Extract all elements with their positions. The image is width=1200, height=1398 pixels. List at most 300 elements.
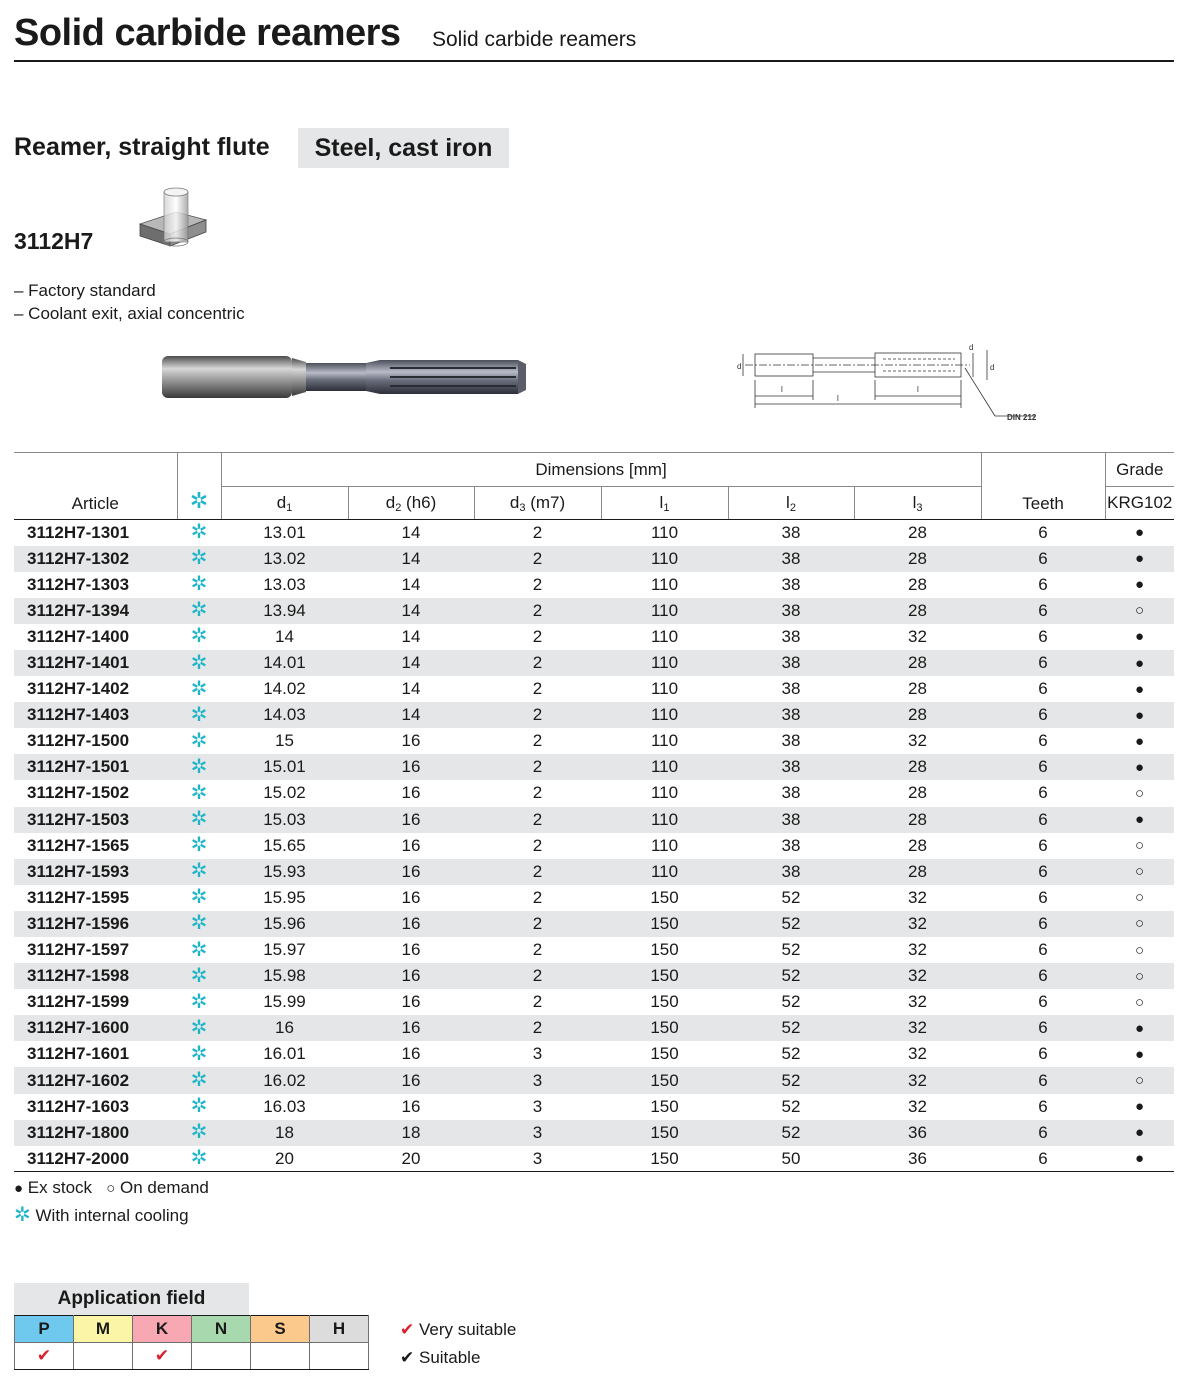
l3-cell: 32	[854, 911, 981, 937]
d2-cell: 14	[401, 574, 421, 594]
table-row	[14, 1094, 1174, 1120]
coolant-icon: ✲	[190, 1121, 208, 1144]
l3-cell: 32	[908, 940, 927, 960]
l3-cell: 32	[908, 1044, 927, 1064]
l2-cell: 52	[728, 1067, 854, 1093]
feature-item: – Factory standard	[14, 281, 156, 300]
d3-cell: 2	[532, 574, 543, 594]
d3-cell: 2	[532, 835, 543, 855]
page-header	[14, 10, 1174, 62]
d1-cell: 16.02	[221, 1067, 348, 1093]
stock-status-cell: ●	[1135, 576, 1145, 594]
suitability-p	[15, 1343, 74, 1370]
cooling-cell	[177, 754, 221, 780]
l2-cell: 50	[728, 1146, 854, 1172]
legend-cooling-line	[14, 1202, 209, 1229]
cooling-cell	[177, 807, 221, 833]
material-group-k: K	[133, 1316, 192, 1343]
legend-stock-line	[14, 1174, 209, 1202]
stock-status-cell: ●	[1135, 628, 1145, 646]
d3-cell: 2	[474, 807, 601, 833]
article-cell: 3112H7-1595	[27, 887, 130, 907]
stock-status-cell: ○	[1105, 963, 1174, 989]
article-cell: 3112H7-1600	[14, 1015, 177, 1041]
stock-status-cell: ○	[1135, 784, 1145, 802]
suitability-n	[192, 1343, 251, 1370]
table-row	[14, 754, 1174, 780]
d3-cell: 2	[474, 911, 601, 937]
d2-cell: 16	[401, 887, 421, 907]
l3-cell: 28	[854, 650, 981, 676]
article-cell: 3112H7-1401	[14, 650, 177, 676]
d2-cell: 16	[401, 731, 421, 751]
section-title: Reamer, straight flute	[14, 133, 270, 161]
suitable-check-icon: ✔	[400, 1348, 415, 1367]
coolant-icon: ✲	[190, 1016, 208, 1039]
table-row	[14, 989, 1174, 1015]
article-cell: 3112H7-1502	[27, 783, 130, 803]
coolant-icon: ✲	[190, 1147, 208, 1170]
material-group-p: P	[15, 1316, 74, 1343]
stock-status-cell: ●	[1135, 732, 1145, 750]
d1-cell: 16.03	[263, 1096, 306, 1116]
ex-stock-label: Ex stock	[27, 1178, 93, 1197]
coolant-icon: ✲	[190, 860, 208, 883]
teeth-cell: 6	[1038, 679, 1048, 699]
l2-cell: 52	[781, 992, 801, 1012]
d3-cell: 2	[474, 702, 601, 728]
d2-cell: 16	[348, 807, 474, 833]
coolant-icon: ✲	[190, 1042, 208, 1065]
column-header-d1: $d_1$	[221, 487, 348, 520]
coolant-icon: ✲	[190, 834, 208, 857]
stock-status-cell: ●	[1135, 524, 1145, 542]
application-field-grid	[14, 1315, 369, 1370]
l1-cell: 150	[601, 1015, 728, 1041]
l1-cell: 110	[601, 754, 728, 780]
d2-cell: 16	[348, 1015, 474, 1041]
article-cell: 3112H7-1800	[14, 1120, 177, 1146]
d3-cell: 2	[474, 598, 601, 624]
coolant-icon: ✲	[190, 729, 208, 752]
d1-cell: 15.97	[263, 940, 306, 960]
d1-cell: 18	[221, 1120, 348, 1146]
l3-cell: 36	[854, 1120, 981, 1146]
article-cell: 3112H7-1302	[14, 546, 177, 572]
stock-status-cell: ○	[1105, 859, 1174, 885]
stock-status-cell: ●	[1105, 1015, 1174, 1041]
l3-cell: 32	[854, 1067, 981, 1093]
l1-cell: 110	[650, 731, 679, 751]
reamer-photo	[158, 350, 530, 404]
table-row	[14, 676, 1174, 702]
l1-cell: 110	[601, 598, 728, 624]
table-row	[14, 1146, 1174, 1172]
cooling-cell	[177, 780, 221, 806]
l1-cell: 110	[601, 546, 728, 572]
application-field-title: Application field	[14, 1283, 249, 1315]
article-cell: 3112H7-1601	[27, 1044, 130, 1064]
l1-cell: 150	[650, 1096, 679, 1116]
d3-cell: 2	[474, 1015, 601, 1041]
l1-cell: 110	[601, 650, 728, 676]
stock-status-cell: ●	[1135, 1045, 1145, 1063]
l1-cell: 150	[601, 911, 728, 937]
d2-cell: 18	[348, 1120, 474, 1146]
l3-cell: 32	[908, 1096, 927, 1116]
teeth-cell: 6	[981, 963, 1105, 989]
d3-cell: 2	[532, 783, 543, 803]
coolant-icon: ✲	[190, 599, 208, 622]
cooling-label: With internal cooling	[35, 1206, 189, 1225]
product-code: 3112H7	[14, 228, 94, 254]
l1-cell: 150	[601, 1067, 728, 1093]
table-row	[14, 963, 1174, 989]
teeth-cell: 6	[981, 1067, 1105, 1093]
cooling-cell	[177, 650, 221, 676]
l3-cell: 32	[854, 963, 981, 989]
d3-cell: 3	[474, 1146, 601, 1172]
cooling-cell	[177, 1094, 221, 1120]
article-cell: 3112H7-1402	[27, 679, 130, 699]
coolant-icon: ✲	[190, 755, 208, 778]
on-demand-label: On demand	[120, 1178, 209, 1197]
stock-status-cell: ○	[1105, 1067, 1174, 1093]
teeth-cell: 6	[1038, 940, 1048, 960]
d1-cell: 13.94	[221, 598, 348, 624]
l2-cell: 38	[728, 598, 854, 624]
l3-cell: 32	[908, 887, 927, 907]
d2-cell: 16	[348, 1067, 474, 1093]
table-row	[14, 833, 1174, 859]
d3-cell: 3	[474, 1067, 601, 1093]
legend-very-suitable	[400, 1316, 516, 1344]
stock-status-cell: ●	[1105, 807, 1174, 833]
cooling-cell	[177, 1015, 221, 1041]
teeth-cell: 6	[1038, 783, 1048, 803]
d2-cell: 14	[401, 626, 421, 646]
column-header-cooling	[177, 453, 221, 520]
d1-cell: 15.03	[221, 807, 348, 833]
article-cell: 3112H7-1603	[27, 1096, 130, 1116]
cooling-cell	[177, 546, 221, 572]
d2-cell: 16	[348, 963, 474, 989]
d1-cell: 13.01	[263, 522, 306, 542]
coolant-icon: ✲	[190, 808, 208, 831]
table-row	[14, 807, 1174, 833]
d1-cell: 15.65	[263, 835, 306, 855]
l3-cell: 28	[854, 598, 981, 624]
l1-cell: 110	[650, 835, 679, 855]
d3-cell: 3	[474, 1120, 601, 1146]
suitable-label: Suitable	[418, 1348, 481, 1367]
stock-status-cell: ●	[1105, 1120, 1174, 1146]
d3-cell: 2	[474, 859, 601, 885]
l1-cell: 110	[650, 626, 679, 646]
page-subtitle: Solid carbide reamers	[432, 28, 637, 51]
d2-cell: 14	[401, 522, 421, 542]
l1-cell: 150	[601, 963, 728, 989]
l3-cell: 32	[908, 992, 927, 1012]
article-cell: 3112H7-1565	[27, 835, 130, 855]
suitability-m	[74, 1343, 133, 1370]
l1-cell: 110	[650, 522, 679, 542]
article-cell: 3112H7-1597	[27, 940, 130, 960]
l2-cell: 38	[781, 679, 801, 699]
l3-cell: 32	[908, 731, 927, 751]
coolant-icon: ✲	[190, 1069, 208, 1092]
table-row	[14, 624, 1174, 650]
column-header-l2: $l_2$	[728, 487, 854, 520]
cooling-cell	[177, 937, 221, 963]
table-row	[14, 780, 1174, 806]
table-row	[14, 546, 1174, 572]
coolant-icon: ✲	[190, 625, 208, 648]
l2-cell: 38	[781, 783, 801, 803]
d2-cell: 16	[348, 859, 474, 885]
d2-cell: 16	[348, 754, 474, 780]
stock-status-cell: ○	[1135, 837, 1145, 855]
cooling-cell	[177, 885, 221, 911]
teeth-cell: 6	[1038, 835, 1048, 855]
table-row	[14, 1015, 1174, 1041]
d1-cell: 14.03	[221, 702, 348, 728]
d2-cell: 16	[401, 1044, 421, 1064]
l1-cell: 110	[650, 679, 679, 699]
coolant-icon: ✲	[190, 912, 208, 935]
column-header-l3: $l_3$	[854, 487, 981, 520]
column-header-article: Article	[14, 453, 177, 520]
d1-cell: 20	[221, 1146, 348, 1172]
stock-status-cell: ●	[1105, 754, 1174, 780]
table-row	[14, 728, 1174, 754]
l2-cell: 52	[781, 940, 801, 960]
feature-list	[14, 279, 245, 325]
teeth-cell: 6	[1038, 574, 1048, 594]
article-cell: 3112H7-1501	[14, 754, 177, 780]
l2-cell: 38	[728, 702, 854, 728]
d3-cell: 2	[532, 940, 543, 960]
cooling-cell	[177, 1146, 221, 1172]
l3-cell: 32	[908, 626, 927, 646]
column-header-teeth: Teeth	[981, 453, 1105, 520]
l2-cell: 38	[781, 522, 801, 542]
l2-cell: 38	[781, 626, 801, 646]
teeth-cell: 6	[1038, 1096, 1048, 1116]
column-header-l1: $l_1$	[601, 487, 728, 520]
column-header-d2: $d_2$ (h6)	[348, 487, 474, 520]
suitability-s	[251, 1343, 310, 1370]
coolant-icon: ✲	[190, 886, 208, 909]
stock-status-cell: ●	[1135, 1098, 1145, 1116]
l1-cell: 150	[601, 1146, 728, 1172]
din-norm-label: DIN 212	[1007, 413, 1037, 422]
d3-cell: 2	[532, 679, 543, 699]
l2-cell: 38	[781, 731, 801, 751]
cooling-cell	[177, 989, 221, 1015]
teeth-cell: 6	[981, 1120, 1105, 1146]
l1-cell: 150	[650, 887, 679, 907]
d3-cell: 2	[532, 522, 543, 542]
d2-cell: 14	[348, 598, 474, 624]
l2-cell: 38	[728, 546, 854, 572]
article-cell: 3112H7-1394	[14, 598, 177, 624]
d2-cell: 14	[348, 650, 474, 676]
stock-status-cell: ●	[1105, 546, 1174, 572]
table-body	[14, 520, 1174, 1172]
l3-label: l	[917, 385, 919, 394]
article-cell: 3112H7-1400	[27, 626, 130, 646]
l1-cell: 110	[650, 783, 679, 803]
material-group-s: S	[251, 1316, 310, 1343]
stock-status-cell: ○	[1105, 911, 1174, 937]
d2-cell: 14	[348, 546, 474, 572]
l1-cell: 110	[601, 807, 728, 833]
stock-legend	[14, 1174, 209, 1229]
d3-cell: 2	[474, 963, 601, 989]
table-row	[14, 520, 1174, 546]
l2-cell: 52	[728, 1015, 854, 1041]
material-groups-row	[15, 1316, 369, 1343]
l3-cell: 36	[854, 1146, 981, 1172]
l2-cell: 52	[781, 1096, 801, 1116]
check-icon: ✔	[154, 1346, 170, 1365]
cooling-cell	[177, 859, 221, 885]
dimensions-group-header: Dimensions [mm]	[221, 453, 981, 487]
material-group-m: M	[74, 1316, 133, 1343]
l2-cell: 52	[781, 1044, 801, 1064]
l1-cell: 150	[650, 940, 679, 960]
l2-cell: 38	[728, 754, 854, 780]
stock-status-cell: ●	[1105, 650, 1174, 676]
l1-cell: 150	[650, 1044, 679, 1064]
d2-label: d	[990, 363, 995, 372]
table-row	[14, 1067, 1174, 1093]
d3-cell: 2	[532, 992, 543, 1012]
l2-cell: 52	[728, 911, 854, 937]
article-cell: 3112H7-1599	[27, 992, 130, 1012]
table-row	[14, 702, 1174, 728]
legend-suitable	[400, 1344, 516, 1372]
d1-cell: 15.93	[221, 859, 348, 885]
ex-stock-symbol: ●	[14, 1180, 24, 1197]
article-cell: 3112H7-2000	[14, 1146, 177, 1172]
cooling-cell	[177, 624, 221, 650]
d3-cell: 2	[532, 887, 543, 907]
article-cell: 3112H7-1602	[14, 1067, 177, 1093]
l3-cell: 28	[854, 807, 981, 833]
coolant-icon: ✲	[190, 781, 208, 804]
d2-cell: 14	[348, 702, 474, 728]
l3-cell: 32	[854, 1015, 981, 1041]
coolant-icon: ✲	[190, 990, 208, 1013]
coolant-icon: ✲	[14, 1204, 31, 1226]
l3-cell: 28	[854, 859, 981, 885]
l1-cell: 110	[601, 702, 728, 728]
l3-cell: 28	[908, 574, 927, 594]
coolant-icon: ✲	[190, 703, 208, 726]
l3-cell: 28	[854, 754, 981, 780]
coolant-icon: ✲	[190, 964, 208, 987]
coolant-icon: ✲	[190, 521, 208, 544]
suitability-h	[310, 1343, 369, 1370]
table-row	[14, 572, 1174, 598]
article-cell: 3112H7-1303	[27, 574, 130, 594]
l2-cell: 52	[781, 887, 801, 907]
article-cell: 3112H7-1598	[14, 963, 177, 989]
d2-cell: 14	[401, 679, 421, 699]
technical-drawing	[725, 336, 1045, 436]
l1-cell: 150	[650, 992, 679, 1012]
table-row	[14, 1041, 1174, 1067]
l2-label: l	[781, 385, 783, 394]
page-title: Solid carbide reamers	[14, 12, 401, 54]
material-badge: Steel, cast iron	[298, 128, 509, 168]
d3-label: d	[969, 343, 974, 352]
coolant-icon: ✲	[190, 938, 208, 961]
l3-cell: 28	[854, 546, 981, 572]
l1-cell: 150	[601, 1120, 728, 1146]
cooling-cell	[177, 1120, 221, 1146]
l3-cell: 28	[854, 702, 981, 728]
column-header-grade: KRG102	[1105, 487, 1174, 520]
cooling-cell	[177, 1041, 221, 1067]
stock-status-cell: ○	[1135, 889, 1145, 907]
teeth-cell: 6	[981, 807, 1105, 833]
d2-cell: 20	[348, 1146, 474, 1172]
coolant-icon: ✲	[190, 573, 208, 596]
coolant-icon: ✲	[190, 547, 208, 570]
cooling-cell	[177, 598, 221, 624]
feature-item: – Coolant exit, axial concentric	[14, 304, 245, 323]
teeth-cell: 6	[981, 859, 1105, 885]
l2-cell: 38	[781, 835, 801, 855]
article-cell: 3112H7-1301	[27, 522, 130, 542]
table-row	[14, 1120, 1174, 1146]
stock-status-cell: ○	[1135, 941, 1145, 959]
d1-cell: 15.01	[221, 754, 348, 780]
workpiece-icon	[136, 184, 208, 254]
teeth-cell: 6	[1038, 992, 1048, 1012]
specification-table	[14, 452, 1174, 1172]
l1-cell: 110	[650, 574, 679, 594]
teeth-cell: 6	[981, 911, 1105, 937]
suitability-row	[15, 1343, 369, 1370]
teeth-cell: 6	[1038, 887, 1048, 907]
d3-cell: 2	[532, 626, 543, 646]
d1-cell: 14	[275, 626, 294, 646]
article-cell: 3112H7-1503	[14, 807, 177, 833]
cooling-cell	[177, 911, 221, 937]
teeth-cell: 6	[981, 1146, 1105, 1172]
teeth-cell: 6	[981, 1015, 1105, 1041]
l3-cell: 28	[908, 783, 927, 803]
cooling-cell	[177, 728, 221, 754]
d1-cell: 13.03	[263, 574, 306, 594]
teeth-cell: 6	[981, 754, 1105, 780]
d2-cell: 16	[401, 783, 421, 803]
d3-cell: 3	[532, 1044, 543, 1064]
material-group-n: N	[192, 1316, 251, 1343]
table-row	[14, 859, 1174, 885]
l2-cell: 52	[728, 1120, 854, 1146]
table-row	[14, 650, 1174, 676]
d3-cell: 3	[532, 1096, 543, 1116]
d3-cell: 2	[474, 754, 601, 780]
l1-cell: 110	[601, 859, 728, 885]
teeth-cell: 6	[1038, 1044, 1048, 1064]
teeth-cell: 6	[981, 546, 1105, 572]
